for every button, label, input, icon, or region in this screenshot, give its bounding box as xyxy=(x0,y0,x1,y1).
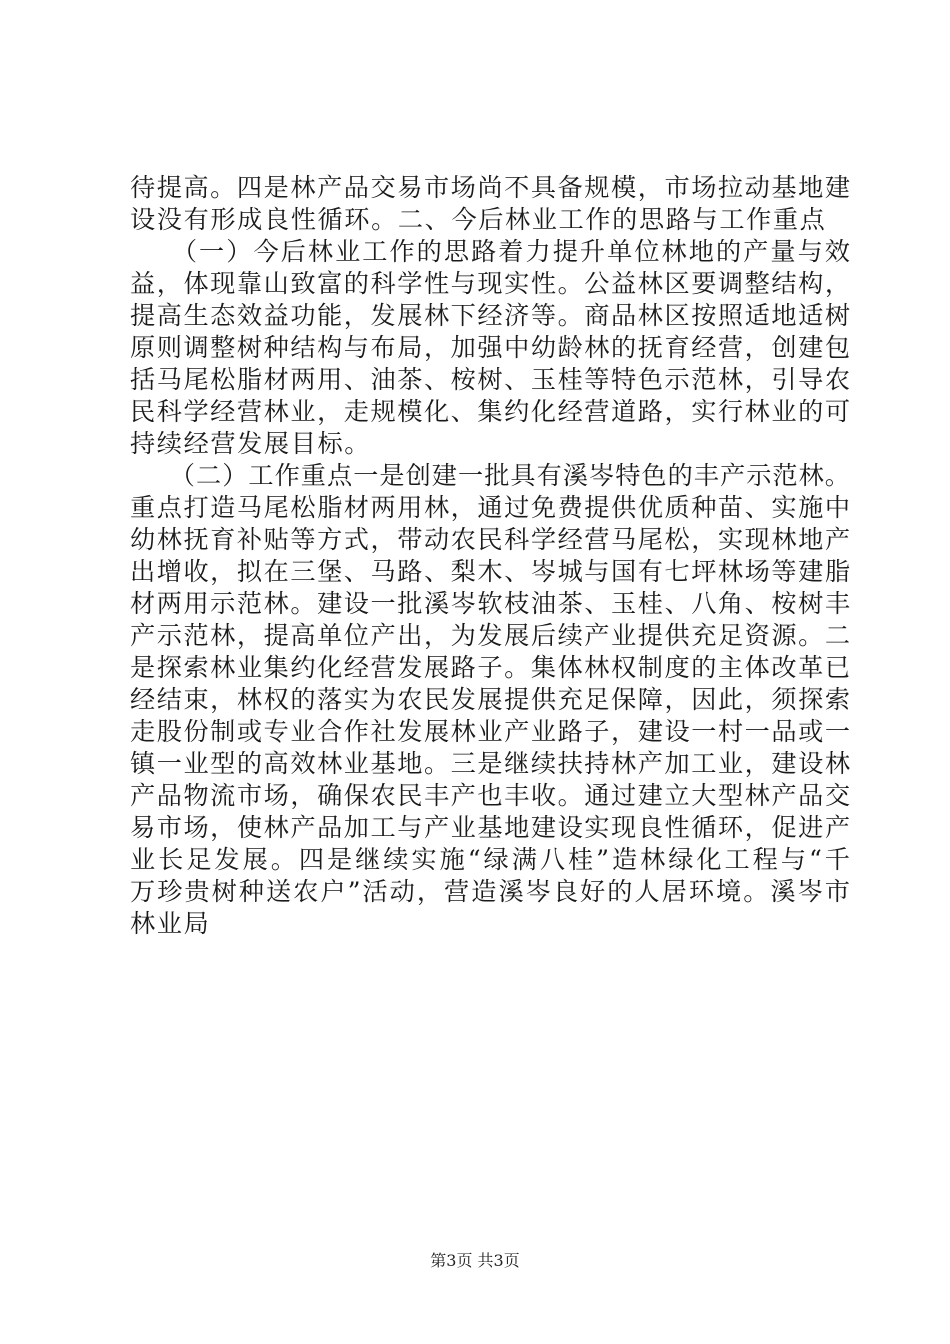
text-line: 持续经营发展目标。 xyxy=(130,429,372,458)
text-line: 易市场，使林产品加工与产业基地建设实现良性循环，促进产 xyxy=(130,813,850,842)
text-line: （一）今后林业工作的思路着力提升单位林地的产量与效 xyxy=(130,237,850,266)
text-line: 益，体现靠山致富的科学性与现实性。公益林区要调整结构， xyxy=(130,269,850,298)
text-line: 经结束，林权的落实为农民发展提供充足保障，因此，须探索 xyxy=(130,685,850,714)
text-line: 幼林抚育补贴等方式，带动农民科学经营马尾松，实现林地产 xyxy=(130,525,850,554)
text-line: 是探索林业集约化经营发展路子。集体林权制度的主体改革已 xyxy=(130,653,850,682)
page-number-footer: 第3页 共3页 xyxy=(430,1251,520,1270)
text-line: 设没有形成良性循环。二、今后林业工作的思路与工作重点 xyxy=(130,205,827,234)
text-line: 走股份制或专业合作社发展林业产业路子，建设一村一品或一 xyxy=(130,717,850,746)
text-line: 产示范林，提高单位产出，为发展后续产业提供充足资源。二 xyxy=(130,621,850,650)
text-line: 民科学经营林业，走规模化、集约化经营道路，实行林业的可 xyxy=(130,397,850,426)
text-line: 提高生态效益功能，发展林下经济等。商品林区按照适地适树 xyxy=(130,301,850,330)
document-body xyxy=(130,172,850,940)
text-line: 重点打造马尾松脂材两用林，通过免费提供优质种苗、实施中 xyxy=(130,493,850,522)
text-line: 括马尾松脂材两用、油茶、桉树、玉桂等特色示范林，引导农 xyxy=(130,365,850,394)
text-line: 镇一业型的高效林业基地。三是继续扶持林产加工业，建设林 xyxy=(130,749,850,778)
text-line: 万珍贵树种送农户”活动，营造溪岑良好的人居环境。溪岑市 xyxy=(130,877,850,906)
text-line: 产品物流市场，确保农民丰产也丰收。通过建立大型林产品交 xyxy=(130,781,850,810)
text-line: 林业局 xyxy=(130,909,211,938)
text-line: 待提高。四是林产品交易市场尚不具备规模，市场拉动基地建 xyxy=(130,173,850,202)
text-line: 出增收，拟在三堡、马路、梨木、岑城与国有七坪林场等建脂 xyxy=(130,557,850,586)
text-line: 材两用示范林。建设一批溪岑软枝油茶、玉桂、八角、桉树丰 xyxy=(130,589,850,618)
text-line: 原则调整树种结构与布局，加强中幼龄林的抚育经营，创建包 xyxy=(130,333,850,362)
text-line: 业长足发展。四是继续实施“绿满八桂”造林绿化工程与“千 xyxy=(130,845,850,874)
text-line: （二）工作重点一是创建一批具有溪岑特色的丰产示范林。 xyxy=(130,461,850,490)
